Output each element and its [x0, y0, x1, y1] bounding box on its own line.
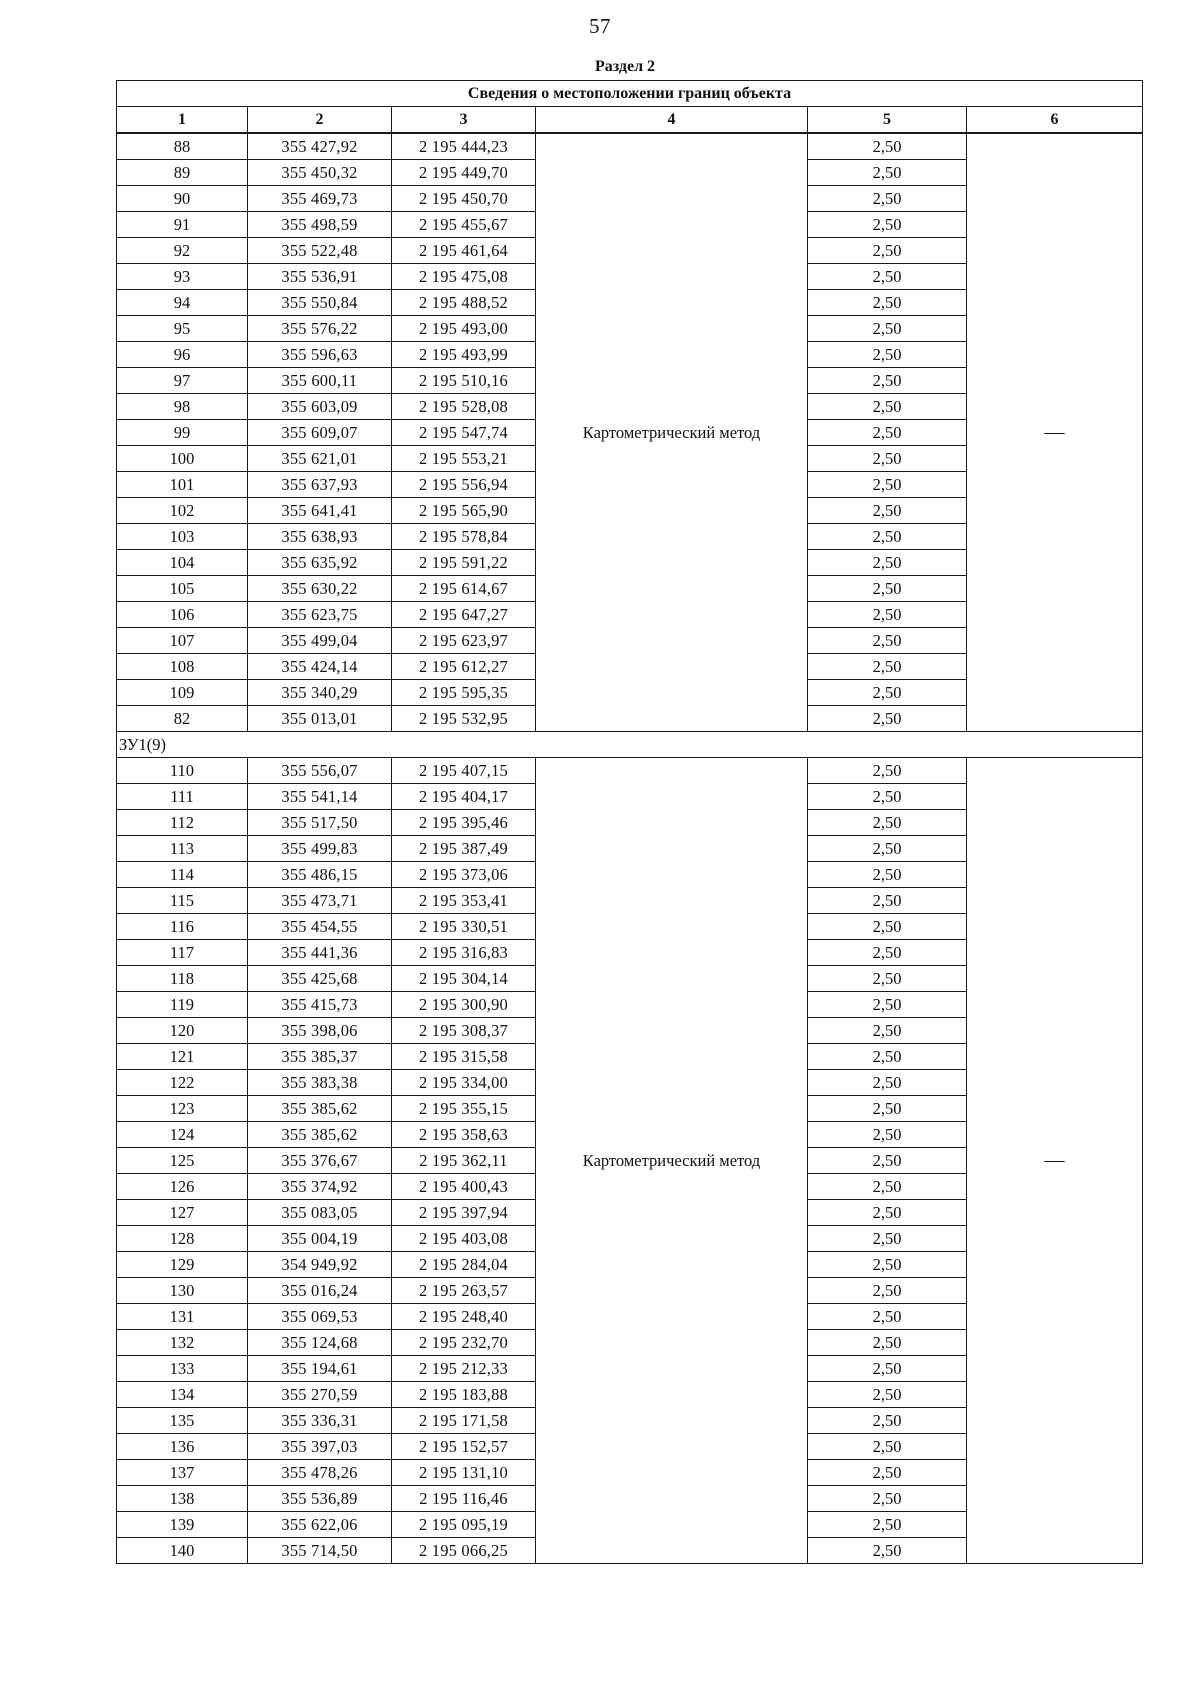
point-number-cell: 128 — [117, 1226, 248, 1252]
point-number-cell: 103 — [117, 524, 248, 550]
accuracy-cell: 2,50 — [808, 1330, 967, 1356]
point-number-cell: 120 — [117, 1018, 248, 1044]
y-coordinate-cell: 2 195 316,83 — [392, 940, 536, 966]
column6-cell: — — [967, 133, 1143, 732]
method-cell: Картометрический метод — [536, 758, 808, 1564]
accuracy-cell: 2,50 — [808, 1226, 967, 1252]
point-number-cell: 133 — [117, 1356, 248, 1382]
accuracy-cell: 2,50 — [808, 1252, 967, 1278]
x-coordinate-cell: 354 949,92 — [248, 1252, 392, 1278]
x-coordinate-cell: 355 576,22 — [248, 316, 392, 342]
accuracy-cell: 2,50 — [808, 628, 967, 654]
accuracy-cell: 2,50 — [808, 498, 967, 524]
point-number-cell: 112 — [117, 810, 248, 836]
y-coordinate-cell: 2 195 547,74 — [392, 420, 536, 446]
point-number-cell: 138 — [117, 1486, 248, 1512]
accuracy-cell: 2,50 — [808, 1278, 967, 1304]
y-coordinate-cell: 2 195 556,94 — [392, 472, 536, 498]
point-number-cell: 139 — [117, 1512, 248, 1538]
point-number-cell: 135 — [117, 1408, 248, 1434]
y-coordinate-cell: 2 195 355,15 — [392, 1096, 536, 1122]
accuracy-cell: 2,50 — [808, 368, 967, 394]
accuracy-cell: 2,50 — [808, 1434, 967, 1460]
x-coordinate-cell: 355 630,22 — [248, 576, 392, 602]
y-coordinate-cell: 2 195 300,90 — [392, 992, 536, 1018]
point-number-cell: 95 — [117, 316, 248, 342]
point-number-cell: 102 — [117, 498, 248, 524]
y-coordinate-cell: 2 195 131,10 — [392, 1460, 536, 1486]
y-coordinate-cell: 2 195 595,35 — [392, 680, 536, 706]
y-coordinate-cell: 2 195 315,58 — [392, 1044, 536, 1070]
x-coordinate-cell: 355 609,07 — [248, 420, 392, 446]
accuracy-cell: 2,50 — [808, 576, 967, 602]
point-number-cell: 89 — [117, 160, 248, 186]
x-coordinate-cell: 355 536,91 — [248, 264, 392, 290]
x-coordinate-cell: 355 637,93 — [248, 472, 392, 498]
y-coordinate-cell: 2 195 444,23 — [392, 133, 536, 160]
y-coordinate-cell: 2 195 475,08 — [392, 264, 536, 290]
point-number-cell: 126 — [117, 1174, 248, 1200]
x-coordinate-cell: 355 621,01 — [248, 446, 392, 472]
accuracy-cell: 2,50 — [808, 784, 967, 810]
y-coordinate-cell: 2 195 493,99 — [392, 342, 536, 368]
point-number-cell: 137 — [117, 1460, 248, 1486]
x-coordinate-cell: 355 600,11 — [248, 368, 392, 394]
accuracy-cell: 2,50 — [808, 1408, 967, 1434]
point-number-cell: 131 — [117, 1304, 248, 1330]
x-coordinate-cell: 355 013,01 — [248, 706, 392, 732]
y-coordinate-cell: 2 195 407,15 — [392, 758, 536, 784]
x-coordinate-cell: 355 425,68 — [248, 966, 392, 992]
x-coordinate-cell: 355 383,38 — [248, 1070, 392, 1096]
y-coordinate-cell: 2 195 263,57 — [392, 1278, 536, 1304]
y-coordinate-cell: 2 195 528,08 — [392, 394, 536, 420]
y-coordinate-cell: 2 195 358,63 — [392, 1122, 536, 1148]
y-coordinate-cell: 2 195 565,90 — [392, 498, 536, 524]
point-number-cell: 108 — [117, 654, 248, 680]
y-coordinate-cell: 2 195 493,00 — [392, 316, 536, 342]
y-coordinate-cell: 2 195 334,00 — [392, 1070, 536, 1096]
y-coordinate-cell: 2 195 623,97 — [392, 628, 536, 654]
accuracy-cell: 2,50 — [808, 758, 967, 784]
point-number-cell: 116 — [117, 914, 248, 940]
group-label: ЗУ1(9) — [117, 732, 1143, 758]
accuracy-cell: 2,50 — [808, 680, 967, 706]
x-coordinate-cell: 355 427,92 — [248, 133, 392, 160]
x-coordinate-cell: 355 556,07 — [248, 758, 392, 784]
accuracy-cell: 2,50 — [808, 133, 967, 160]
x-coordinate-cell: 355 478,26 — [248, 1460, 392, 1486]
accuracy-cell: 2,50 — [808, 1356, 967, 1382]
point-number-cell: 124 — [117, 1122, 248, 1148]
method-cell: Картометрический метод — [536, 133, 808, 732]
accuracy-cell: 2,50 — [808, 1486, 967, 1512]
accuracy-cell: 2,50 — [808, 1070, 967, 1096]
point-number-cell: 111 — [117, 784, 248, 810]
accuracy-cell: 2,50 — [808, 888, 967, 914]
y-coordinate-cell: 2 195 304,14 — [392, 966, 536, 992]
y-coordinate-cell: 2 195 232,70 — [392, 1330, 536, 1356]
point-number-cell: 88 — [117, 133, 248, 160]
point-number-cell: 123 — [117, 1096, 248, 1122]
point-number-cell: 104 — [117, 550, 248, 576]
y-coordinate-cell: 2 195 578,84 — [392, 524, 536, 550]
accuracy-cell: 2,50 — [808, 914, 967, 940]
x-coordinate-cell: 355 517,50 — [248, 810, 392, 836]
x-coordinate-cell: 355 522,48 — [248, 238, 392, 264]
point-number-cell: 96 — [117, 342, 248, 368]
accuracy-cell: 2,50 — [808, 1460, 967, 1486]
accuracy-cell: 2,50 — [808, 706, 967, 732]
column-header-row — [117, 107, 1143, 134]
x-coordinate-cell: 355 499,04 — [248, 628, 392, 654]
y-coordinate-cell: 2 195 450,70 — [392, 186, 536, 212]
point-number-cell: 100 — [117, 446, 248, 472]
point-number-cell: 90 — [117, 186, 248, 212]
point-number-cell: 101 — [117, 472, 248, 498]
accuracy-cell: 2,50 — [808, 966, 967, 992]
x-coordinate-cell: 355 441,36 — [248, 940, 392, 966]
x-coordinate-cell: 355 454,55 — [248, 914, 392, 940]
y-coordinate-cell: 2 195 395,46 — [392, 810, 536, 836]
y-coordinate-cell: 2 195 614,67 — [392, 576, 536, 602]
point-number-cell: 119 — [117, 992, 248, 1018]
accuracy-cell: 2,50 — [808, 1304, 967, 1330]
accuracy-cell: 2,50 — [808, 160, 967, 186]
y-coordinate-cell: 2 195 330,51 — [392, 914, 536, 940]
y-coordinate-cell: 2 195 095,19 — [392, 1512, 536, 1538]
accuracy-cell: 2,50 — [808, 290, 967, 316]
point-number-cell: 105 — [117, 576, 248, 602]
x-coordinate-cell: 355 124,68 — [248, 1330, 392, 1356]
accuracy-cell: 2,50 — [808, 472, 967, 498]
y-coordinate-cell: 2 195 461,64 — [392, 238, 536, 264]
point-number-cell: 97 — [117, 368, 248, 394]
accuracy-cell: 2,50 — [808, 602, 967, 628]
column-header-4: 4 — [536, 107, 808, 134]
y-coordinate-cell: 2 195 455,67 — [392, 212, 536, 238]
x-coordinate-cell: 355 536,89 — [248, 1486, 392, 1512]
point-number-cell: 115 — [117, 888, 248, 914]
y-coordinate-cell: 2 195 183,88 — [392, 1382, 536, 1408]
y-coordinate-cell: 2 195 553,21 — [392, 446, 536, 472]
y-coordinate-cell: 2 195 397,94 — [392, 1200, 536, 1226]
y-coordinate-cell: 2 195 066,25 — [392, 1538, 536, 1564]
accuracy-cell: 2,50 — [808, 1538, 967, 1564]
accuracy-cell: 2,50 — [808, 550, 967, 576]
x-coordinate-cell: 355 622,06 — [248, 1512, 392, 1538]
page-number: 57 — [589, 14, 611, 38]
point-number-cell: 99 — [117, 420, 248, 446]
accuracy-cell: 2,50 — [808, 1200, 967, 1226]
table-caption: Сведения о местоположении границ объекта — [117, 81, 1143, 107]
x-coordinate-cell: 355 623,75 — [248, 602, 392, 628]
point-number-cell: 121 — [117, 1044, 248, 1070]
table-row — [117, 758, 1143, 784]
x-coordinate-cell: 355 486,15 — [248, 862, 392, 888]
x-coordinate-cell: 355 385,37 — [248, 1044, 392, 1070]
accuracy-cell: 2,50 — [808, 1148, 967, 1174]
x-coordinate-cell: 355 635,92 — [248, 550, 392, 576]
accuracy-cell: 2,50 — [808, 992, 967, 1018]
x-coordinate-cell: 355 194,61 — [248, 1356, 392, 1382]
point-number-cell: 114 — [117, 862, 248, 888]
x-coordinate-cell: 355 498,59 — [248, 212, 392, 238]
column-header-2: 2 — [248, 107, 392, 134]
x-coordinate-cell: 355 450,32 — [248, 160, 392, 186]
x-coordinate-cell: 355 270,59 — [248, 1382, 392, 1408]
y-coordinate-cell: 2 195 403,08 — [392, 1226, 536, 1252]
x-coordinate-cell: 355 336,31 — [248, 1408, 392, 1434]
y-coordinate-cell: 2 195 362,11 — [392, 1148, 536, 1174]
column-header-5: 5 — [808, 107, 967, 134]
accuracy-cell: 2,50 — [808, 1174, 967, 1200]
point-number-cell: 132 — [117, 1330, 248, 1356]
accuracy-cell: 2,50 — [808, 1018, 967, 1044]
point-number-cell: 127 — [117, 1200, 248, 1226]
x-coordinate-cell: 355 424,14 — [248, 654, 392, 680]
point-number-cell: 122 — [117, 1070, 248, 1096]
x-coordinate-cell: 355 469,73 — [248, 186, 392, 212]
accuracy-cell: 2,50 — [808, 810, 967, 836]
point-number-cell: 113 — [117, 836, 248, 862]
point-number-cell: 98 — [117, 394, 248, 420]
point-number-cell: 91 — [117, 212, 248, 238]
section-title: Раздел 2 — [594, 58, 656, 75]
y-coordinate-cell: 2 195 647,27 — [392, 602, 536, 628]
accuracy-cell: 2,50 — [808, 420, 967, 446]
x-coordinate-cell: 355 541,14 — [248, 784, 392, 810]
x-coordinate-cell: 355 004,19 — [248, 1226, 392, 1252]
accuracy-cell: 2,50 — [808, 316, 967, 342]
point-number-cell: 109 — [117, 680, 248, 706]
accuracy-cell: 2,50 — [808, 1382, 967, 1408]
y-coordinate-cell: 2 195 400,43 — [392, 1174, 536, 1200]
x-coordinate-cell: 355 638,93 — [248, 524, 392, 550]
y-coordinate-cell: 2 195 373,06 — [392, 862, 536, 888]
point-number-cell: 134 — [117, 1382, 248, 1408]
accuracy-cell: 2,50 — [808, 342, 967, 368]
point-number-cell: 130 — [117, 1278, 248, 1304]
table-caption-row — [117, 81, 1143, 107]
point-number-cell: 107 — [117, 628, 248, 654]
table-body — [117, 81, 1143, 1564]
point-number-cell: 93 — [117, 264, 248, 290]
y-coordinate-cell: 2 195 171,58 — [392, 1408, 536, 1434]
y-coordinate-cell: 2 195 248,40 — [392, 1304, 536, 1330]
y-coordinate-cell: 2 195 284,04 — [392, 1252, 536, 1278]
accuracy-cell: 2,50 — [808, 212, 967, 238]
point-number-cell: 129 — [117, 1252, 248, 1278]
y-coordinate-cell: 2 195 387,49 — [392, 836, 536, 862]
point-number-cell: 118 — [117, 966, 248, 992]
accuracy-cell: 2,50 — [808, 940, 967, 966]
accuracy-cell: 2,50 — [808, 1096, 967, 1122]
point-number-cell: 117 — [117, 940, 248, 966]
column6-cell: — — [967, 758, 1143, 1564]
x-coordinate-cell: 355 714,50 — [248, 1538, 392, 1564]
boundary-coordinates-table — [116, 80, 1143, 1564]
y-coordinate-cell: 2 195 510,16 — [392, 368, 536, 394]
x-coordinate-cell: 355 083,05 — [248, 1200, 392, 1226]
point-number-cell: 82 — [117, 706, 248, 732]
point-number-cell: 94 — [117, 290, 248, 316]
y-coordinate-cell: 2 195 152,57 — [392, 1434, 536, 1460]
accuracy-cell: 2,50 — [808, 394, 967, 420]
y-coordinate-cell: 2 195 116,46 — [392, 1486, 536, 1512]
x-coordinate-cell: 355 596,63 — [248, 342, 392, 368]
y-coordinate-cell: 2 195 212,33 — [392, 1356, 536, 1382]
accuracy-cell: 2,50 — [808, 186, 967, 212]
accuracy-cell: 2,50 — [808, 862, 967, 888]
accuracy-cell: 2,50 — [808, 1044, 967, 1070]
y-coordinate-cell: 2 195 353,41 — [392, 888, 536, 914]
x-coordinate-cell: 355 397,03 — [248, 1434, 392, 1460]
point-number-cell: 136 — [117, 1434, 248, 1460]
x-coordinate-cell: 355 069,53 — [248, 1304, 392, 1330]
point-number-cell: 125 — [117, 1148, 248, 1174]
accuracy-cell: 2,50 — [808, 238, 967, 264]
accuracy-cell: 2,50 — [808, 264, 967, 290]
accuracy-cell: 2,50 — [808, 654, 967, 680]
x-coordinate-cell: 355 398,06 — [248, 1018, 392, 1044]
column-header-1: 1 — [117, 107, 248, 134]
accuracy-cell: 2,50 — [808, 1512, 967, 1538]
y-coordinate-cell: 2 195 612,27 — [392, 654, 536, 680]
column-header-6: 6 — [967, 107, 1143, 134]
y-coordinate-cell: 2 195 449,70 — [392, 160, 536, 186]
point-number-cell: 106 — [117, 602, 248, 628]
y-coordinate-cell: 2 195 488,52 — [392, 290, 536, 316]
x-coordinate-cell: 355 385,62 — [248, 1122, 392, 1148]
column-header-3: 3 — [392, 107, 536, 134]
x-coordinate-cell: 355 415,73 — [248, 992, 392, 1018]
accuracy-cell: 2,50 — [808, 836, 967, 862]
point-number-cell: 140 — [117, 1538, 248, 1564]
x-coordinate-cell: 355 550,84 — [248, 290, 392, 316]
point-number-cell: 110 — [117, 758, 248, 784]
x-coordinate-cell: 355 603,09 — [248, 394, 392, 420]
x-coordinate-cell: 355 385,62 — [248, 1096, 392, 1122]
point-number-cell: 92 — [117, 238, 248, 264]
x-coordinate-cell: 355 374,92 — [248, 1174, 392, 1200]
x-coordinate-cell: 355 641,41 — [248, 498, 392, 524]
x-coordinate-cell: 355 499,83 — [248, 836, 392, 862]
accuracy-cell: 2,50 — [808, 524, 967, 550]
x-coordinate-cell: 355 340,29 — [248, 680, 392, 706]
accuracy-cell: 2,50 — [808, 1122, 967, 1148]
x-coordinate-cell: 355 016,24 — [248, 1278, 392, 1304]
group-label-row — [117, 732, 1143, 758]
y-coordinate-cell: 2 195 591,22 — [392, 550, 536, 576]
table-row — [117, 133, 1143, 160]
y-coordinate-cell: 2 195 404,17 — [392, 784, 536, 810]
x-coordinate-cell: 355 473,71 — [248, 888, 392, 914]
y-coordinate-cell: 2 195 532,95 — [392, 706, 536, 732]
y-coordinate-cell: 2 195 308,37 — [392, 1018, 536, 1044]
x-coordinate-cell: 355 376,67 — [248, 1148, 392, 1174]
accuracy-cell: 2,50 — [808, 446, 967, 472]
